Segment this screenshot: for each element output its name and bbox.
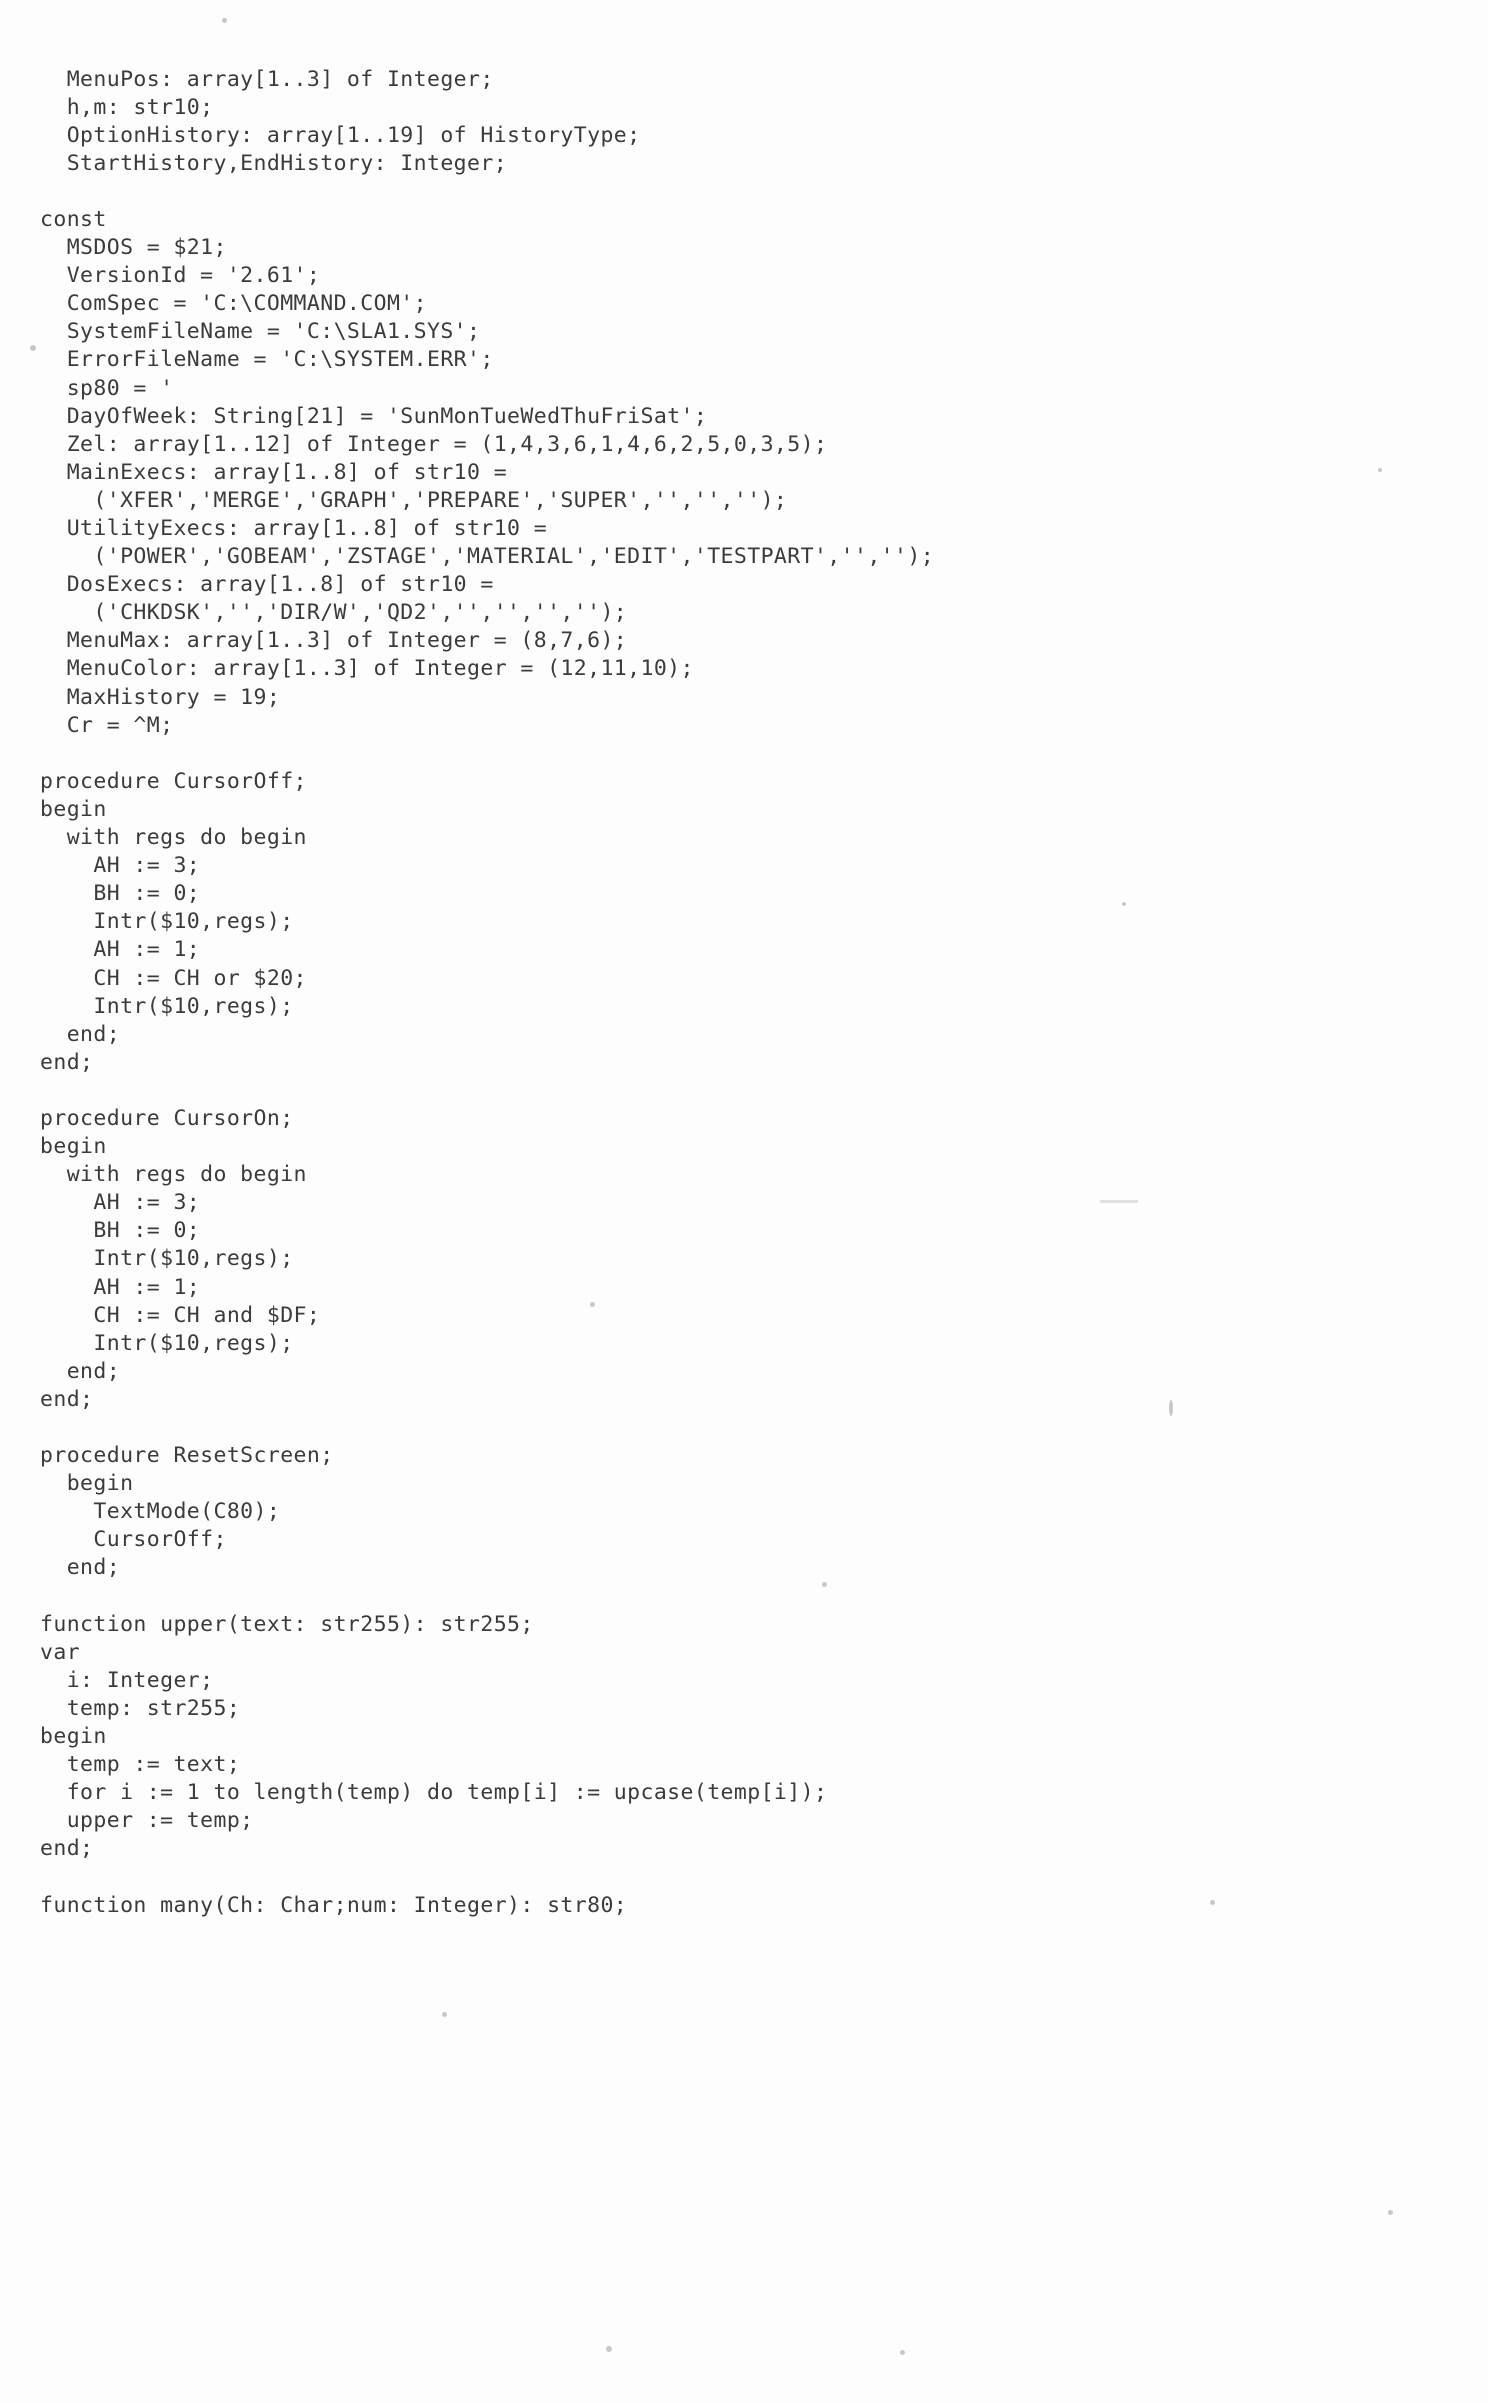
scan-speck <box>822 1582 827 1587</box>
scan-speck <box>442 2012 447 2017</box>
scan-speck <box>900 2350 905 2355</box>
scan-speck <box>222 18 227 23</box>
scan-speck <box>1210 1900 1215 1905</box>
source-code-listing: MenuPos: array[1..3] of Integer; h,m: str10; OptionHistory: array[1..19] of HistoryType; StartHistory,EndHistory: Integer; const MSDOS = $21; VersionId = '2.61'; ComSpec = 'C:\COMMAND.COM'; SystemFileName = 'C:\SLA1.SYS'; ErrorFileName = 'C:\SYSTEM.ERR'; sp80 = ' DayOfWeek: String[21] = 'SunMonTueWedThuFriSat'; Zel: array[1..12] of Integer = (1,4,3,6,1,4,6,2,5,0,3,5); MainExecs: array[1..8] of str10 = ('XFER','MERGE','GRAPH','PREPARE','SUPER','','',''); UtilityExecs: array[1..8] of str10 = ('POWER','GOBEAM','ZSTAGE','MATERIAL','EDIT','TESTPART','',''); DosExecs: array[1..8] of str10 = ('CHKDSK','','DIR/W','QD2','','','',''); MenuMax: array[1..3] of Integer = (8,7,6); MenuColor: array[1..3] of Integer = (12,11,10); MaxHistory = 19; Cr = ^M; procedure CursorOff; begin with regs do begin AH := 3; BH := 0; Intr($10,regs); AH := 1; CH := CH or $20; Intr($10,regs); end; end; procedure CursorOn; begin with regs do begin AH := 3; BH := 0; Intr($10,regs); AH := 1; CH := CH and $DF; Intr($10,regs); end; end; procedure ResetScreen; begin TextMode(C80); CursorOff; end; function upper(text: str255): str255; var i: Integer; temp: str255; begin temp := text; for i := 1 to length(temp) do temp[i] := upcase(temp[i]); upper := temp; end; function many(Ch: Char;num: Integer): str80; <box>40 66 935 1918</box>
scan-speck <box>1122 902 1126 906</box>
scan-speck <box>590 1302 595 1307</box>
scan-speck <box>1169 1400 1173 1416</box>
scan-speck <box>1378 468 1382 472</box>
scan-speck <box>606 2346 612 2352</box>
scan-smudge <box>1100 1200 1138 1203</box>
scan-speck <box>1388 2210 1393 2215</box>
scan-speck <box>30 345 36 351</box>
